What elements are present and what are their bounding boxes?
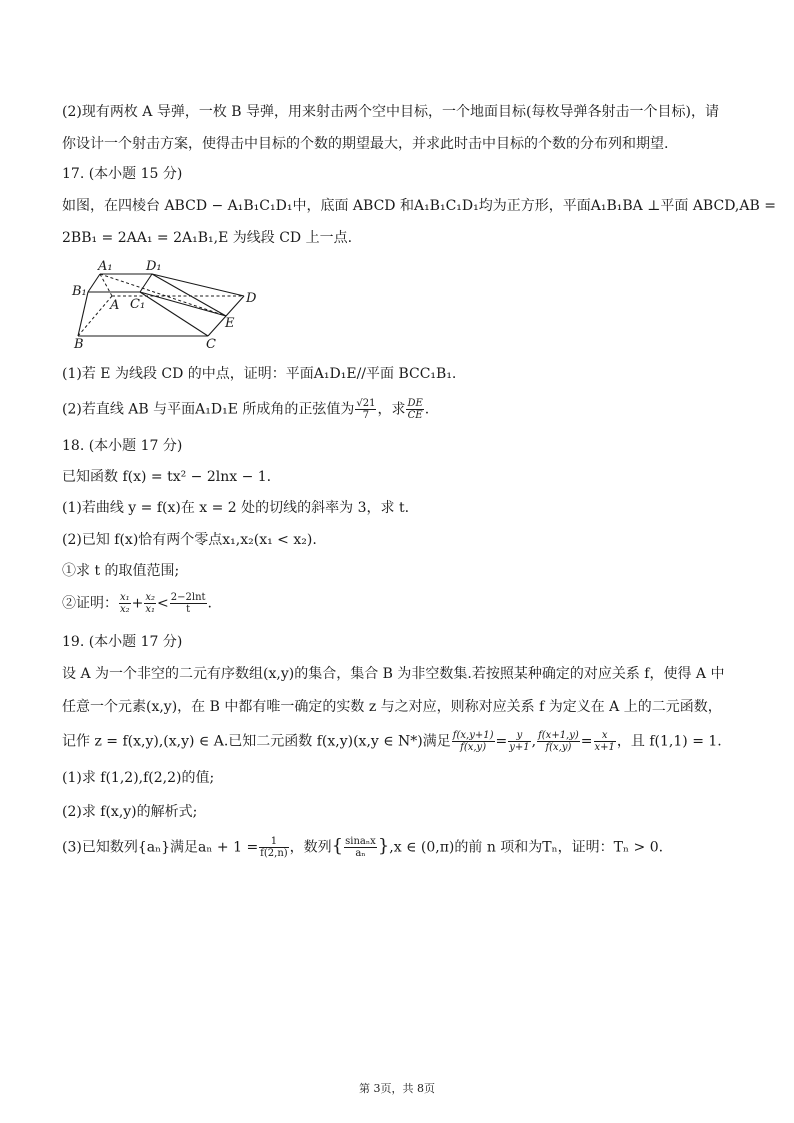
q18-part2: (2)已知 f(x)恰有两个零点x₁,x₂(x₁ < x₂).	[62, 532, 317, 548]
q18-frac3	[170, 592, 207, 615]
q18-frac1-den: x₂	[120, 604, 130, 615]
label-B: B	[74, 337, 84, 350]
q19-p3-frac1	[259, 836, 289, 859]
page-footer: 第 3页，共 8页	[359, 1082, 435, 1095]
q18-frac2-num: x₂	[145, 592, 156, 603]
q18-frac3-num: 2−2lnt	[170, 592, 206, 603]
q19-frac3-num: f(x+1,y)	[538, 730, 579, 741]
q19-frac3-den: f(x,y)	[545, 742, 572, 753]
q18-sub1: ①求 t 的取值范围;	[62, 563, 180, 579]
q18-frac2-den: x₁	[145, 604, 156, 615]
q19-part2: (2)求 f(x,y)的解析式;	[62, 804, 198, 820]
q19-frac2-num: y	[508, 730, 530, 742]
q18-frac3-den: t	[186, 604, 191, 615]
ratio-fraction-den: CE	[407, 410, 423, 421]
sine-fraction-num: √21	[356, 398, 376, 409]
sine-fraction	[355, 398, 376, 421]
q19-part3-suffix: ,x ∈ (0,π)的前 n 项和为Tₙ，证明：Tₙ > 0.	[389, 839, 664, 856]
q17-header: 17. (本小题 15 分)	[62, 166, 183, 182]
q19-p3-frac1-den: f(2,n)	[260, 848, 288, 859]
q19-frac4	[594, 730, 616, 753]
q18-plus: +	[131, 595, 144, 612]
q19-p3-frac1-num: 1	[259, 836, 289, 848]
q18-sub2-prefix: ②证明：	[62, 595, 118, 612]
q19-p3-frac2	[344, 836, 377, 859]
q17-part2-suffix: .	[424, 401, 430, 418]
q19-frac1	[452, 730, 495, 753]
q17-stem-line2: 2BB₁ = 2AA₁ = 2A₁B₁,E 为线段 CD 上一点.	[62, 230, 353, 246]
q18-lt: <	[157, 595, 169, 612]
label-A1: A₁	[98, 259, 113, 274]
q16-part2-line2: 你设计一个射击方案，使得击中目标的个数的期望最大，并求此时击中目标的个数的分布列和期望.	[62, 136, 669, 152]
label-A: A	[110, 298, 120, 313]
label-C1: C₁	[130, 297, 146, 312]
q19-part1: (1)求 f(1,2),f(2,2)的值;	[62, 770, 215, 786]
q19-part3-prefix: (3)已知数列{aₙ}满足aₙ + 1 =	[62, 839, 259, 856]
q19-eq2: =	[580, 733, 593, 750]
q19-frac1-num: f(x,y+1)	[452, 730, 494, 741]
q19-p3-frac2-den: aₙ	[355, 848, 366, 859]
q17-part2-mid: ，求	[377, 401, 406, 418]
frustum-figure	[68, 258, 268, 350]
q19-frac3	[537, 730, 580, 753]
q19-line3-suffix: ，且 f(1,1) = 1.	[616, 733, 722, 750]
q19-stem-line1: 设 A 为一个非空的二元有序数组(x,y)的集合，集合 B 为非空数集.若按照某种确定的对应关系 f，使得 A 中	[62, 666, 725, 682]
q19-frac2	[508, 730, 530, 753]
q18-stem: 已知函数 f(x) = tx² − 2lnx − 1.	[62, 469, 272, 485]
q17-part2	[62, 398, 429, 421]
label-B1: B₁	[72, 284, 87, 299]
q18-part1: (1)若曲线 y = f(x)在 x = 2 处的切线的斜率为 3，求 t.	[62, 500, 410, 516]
q18-frac1	[119, 592, 131, 615]
q18-frac2	[144, 592, 156, 615]
q19-stem-line2: 任意一个元素(x,y)，在 B 中都有唯一确定的实数 z 与之对应，则称对应关系 f 为定义在 A 上的二元函数，	[62, 699, 722, 715]
q19-frac4-num: x	[594, 730, 616, 742]
q18-frac1-num: x₁	[120, 592, 130, 603]
sine-fraction-den: 7	[362, 410, 370, 421]
q17-stem-line1: 如图，在四棱台 ABCD − A₁B₁C₁D₁中，底面 ABCD 和A₁B₁C₁D₁均为正方形，平面A₁B₁BA ⊥平面 ABCD,AB =	[62, 198, 776, 214]
q19-eq1: =	[495, 733, 508, 750]
q19-comma: ,	[531, 733, 537, 750]
q18-sub2	[62, 592, 212, 615]
label-E: E	[225, 316, 235, 331]
q19-header: 19. (本小题 17 分)	[62, 634, 183, 650]
q19-frac2-den: y+1	[509, 742, 530, 753]
label-D: D	[246, 291, 257, 306]
q19-frac4-den: x+1	[594, 742, 615, 753]
q19-line3-prefix: 记作 z = f(x,y),(x,y) ∈ A.已知二元函数 f(x,y)(x,y ∈ N*)满足	[62, 733, 451, 750]
q17-part1: (1)若 E 为线段 CD 的中点，证明：平面A₁D₁E//平面 BCC₁B₁.	[62, 366, 457, 382]
label-D1: D₁	[146, 259, 162, 274]
q17-part2-prefix: (2)若直线 AB 与平面A₁D₁E 所成角的正弦值为	[62, 401, 355, 418]
label-C: C	[206, 337, 216, 350]
q18-sub2-suffix: .	[207, 595, 212, 612]
q19-part3: (3)已知数列{aₙ}满足aₙ + 1 = $\frac{1}{f(2,n)}$ ，数列{ $\frac{\text{sinaₙx}}{\text{aₙ}}$ },x ∈ (0,π)的前 n 项和为Tₙ，证明：Tₙ > 0.	[62, 835, 664, 859]
q16-part2-line1: (2)现有两枚 A 导弹，一枚 B 导弹，用来射击两个空中目标，一个地面目标(每枚导弹各射击一个目标)，请	[62, 104, 719, 120]
q19-stem-line3	[62, 730, 722, 753]
q19-part3-mid: ，数列	[289, 839, 332, 856]
q19-frac1-den: f(x,y)	[460, 742, 487, 753]
ratio-fraction-num: DE	[407, 398, 423, 409]
q18-header: 18. (本小题 17 分)	[62, 438, 183, 454]
ratio-fraction	[406, 398, 423, 421]
q19-p3-frac2-num: sinaₙx	[345, 836, 376, 847]
